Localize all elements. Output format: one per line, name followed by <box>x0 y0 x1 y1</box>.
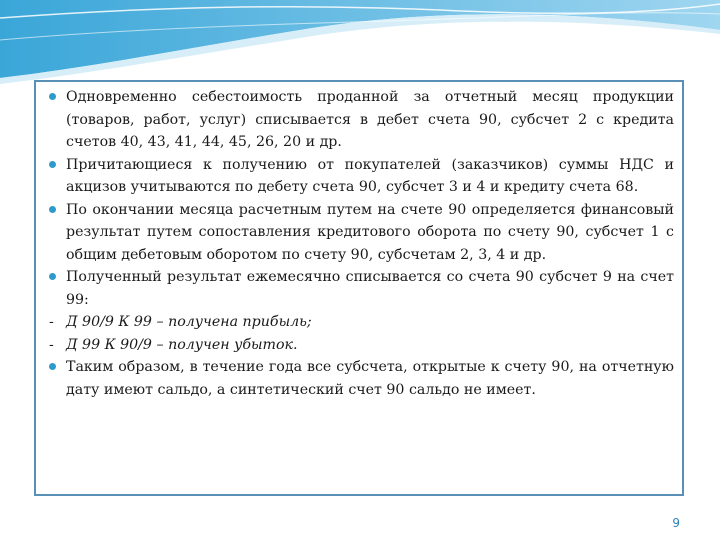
bullet-text: Одновременно себестоимость проданной за отчетный месяц продукции (товаров, работ, услуг) списывается в дебет счета 90, субсчет 2 с кредита счетов 40, 43, 41, 44, 45, 26, 20 и др. <box>66 89 674 150</box>
list-item <box>50 86 674 154</box>
header-wave-decoration <box>0 0 720 90</box>
bullet-text: Таким образом, в течение года все субсчета, открытые к счету 90, на отчетную дату имеют сальдо, а синтетический счет 90 сальдо не имеет. <box>66 359 674 398</box>
list-item <box>50 356 674 401</box>
page-number: 9 <box>672 516 680 530</box>
bullet-dot-icon <box>48 86 60 109</box>
bullet-dash-icon <box>48 311 60 334</box>
content-box <box>34 80 684 496</box>
bullet-text: Д 90/9 К 99 – получена прибыль; <box>66 314 312 330</box>
bullet-list <box>50 86 674 401</box>
bullet-dot-icon <box>48 154 60 177</box>
bullet-text: Д 99 К 90/9 – получен убыток. <box>66 336 298 353</box>
bullet-dot-icon <box>48 356 60 379</box>
bullet-text: Полученный результат ежемесячно списывается со счета 90 субсчет 9 на счет 99: <box>66 269 674 308</box>
bullet-text: По окончании месяца расчетным путем на счете 90 определяется финансовый результат путем сопоставления кредитового оборота по счету 90, субсчет 1 с общим дебетовым оборотом по счету 90, субсчетам 2, 3, 4 и др. <box>66 201 674 263</box>
bullet-text: Причитающиеся к получению от покупателей (заказчиков) суммы НДС и акцизов учитываются по дебету счета 90, субсчет 3 и 4 и кредиту счета 68. <box>66 156 674 195</box>
list-item <box>50 199 674 267</box>
bullet-dot-icon <box>48 199 60 222</box>
list-item <box>50 154 674 199</box>
list-item <box>50 334 674 357</box>
bullet-dot-icon <box>48 266 60 289</box>
list-item <box>50 266 674 311</box>
list-item <box>50 311 674 334</box>
bullet-dash-icon <box>48 334 60 357</box>
